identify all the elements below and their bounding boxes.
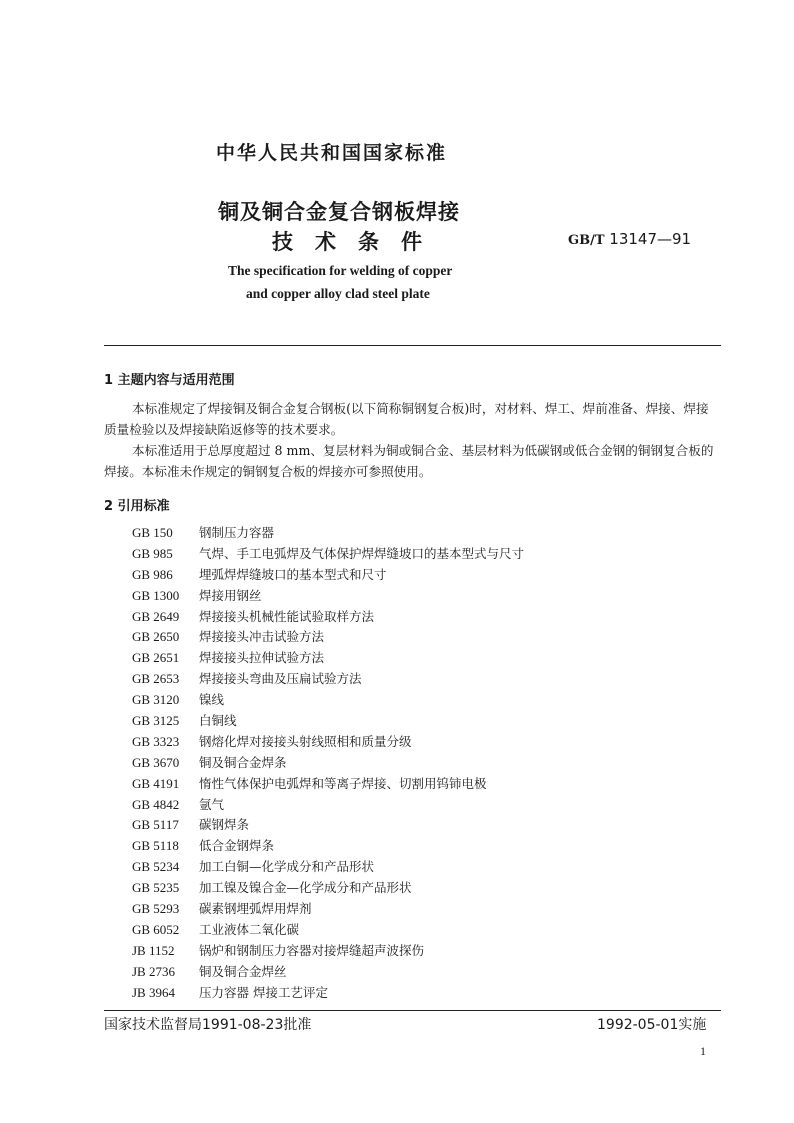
english-title-line2: and copper alloy clad steel plate <box>246 286 430 301</box>
ref-title: 加工镍及镍合金—化学成分和产品形状 <box>199 880 412 896</box>
list-item <box>132 606 524 627</box>
ref-title: 焊接接头冲击试验方法 <box>199 629 325 645</box>
ref-title: 惰性气体保护电弧焊和等离子焊接、切割用钨铈电极 <box>199 775 487 791</box>
referenced-standards-list <box>132 522 524 1002</box>
list-item <box>132 835 524 856</box>
ref-code: JB 1152 <box>132 942 175 958</box>
ref-title: 钢熔化焊对接接头射线照相和质量分级 <box>199 733 412 749</box>
list-item <box>132 710 524 731</box>
ref-code: GB 4842 <box>132 796 180 812</box>
section-1-paragraph-2: 本标准适用于总厚度超过 8 mm、复层材料为铜或铜合金、基层材料为低碳钢或低合金钢的铜钢复合板的焊接。本标准未作规定的铜钢复合板的焊接亦可参照使用。 <box>104 443 714 479</box>
list-item <box>132 543 524 564</box>
ref-code: GB 3670 <box>132 754 180 770</box>
section-1-heading: 1 主题内容与适用范围 <box>104 373 235 388</box>
list-item <box>132 522 524 543</box>
list-item <box>132 585 524 606</box>
standard-code <box>568 230 691 248</box>
approval-date: 国家技术监督局1991-08-23批准 <box>104 1017 312 1033</box>
ref-code: GB 5118 <box>132 838 179 854</box>
list-item <box>132 961 524 982</box>
list-item <box>132 647 524 668</box>
ref-code: GB 5234 <box>132 859 180 875</box>
standard-code-prefix: GB/T <box>568 233 605 248</box>
list-item <box>132 731 524 752</box>
ref-title: 白铜线 <box>199 713 237 729</box>
list-item <box>132 919 524 940</box>
list-item <box>132 814 524 835</box>
list-item <box>132 898 524 919</box>
page-number: 1 <box>700 1044 706 1058</box>
list-item <box>132 856 524 877</box>
list-item <box>132 794 524 815</box>
ref-title: 氩气 <box>199 796 225 812</box>
ref-code: GB 5235 <box>132 880 180 896</box>
english-title-line1: The specification for welding of copper <box>228 263 453 278</box>
ref-title: 钢制压力容器 <box>199 525 275 540</box>
ref-code: GB 2650 <box>132 629 180 645</box>
section-2-heading: 2 引用标准 <box>104 499 170 514</box>
ref-code: JB 2736 <box>132 963 175 979</box>
list-item <box>132 626 524 647</box>
ref-code: GB 2651 <box>132 650 180 666</box>
list-item <box>132 982 524 1003</box>
ref-code: GB 985 <box>132 545 173 561</box>
issuing-body-title: 中华人民共和国国家标准 <box>216 142 448 164</box>
ref-title: 铜及铜合金焊丝 <box>199 963 287 979</box>
standard-title-line2: 技术条件 <box>272 230 444 254</box>
list-item <box>132 940 524 961</box>
ref-code: GB 2649 <box>132 608 180 624</box>
header-divider <box>104 345 721 346</box>
ref-code: GB 150 <box>132 525 173 540</box>
ref-title: 压力容器 焊接工艺评定 <box>199 984 328 1000</box>
ref-title: 气焊、手工电弧焊及气体保护焊焊缝坡口的基本型式与尺寸 <box>199 545 525 561</box>
ref-title: 埋弧焊焊缝坡口的基本型式和尺寸 <box>199 566 387 582</box>
ref-title: 碳素钢埋弧焊用焊剂 <box>199 901 312 917</box>
list-item <box>132 668 524 689</box>
ref-code: JB 3964 <box>132 984 175 1000</box>
ref-title: 焊接接头拉伸试验方法 <box>199 650 325 666</box>
ref-title: 镍线 <box>199 692 225 708</box>
ref-code: GB 6052 <box>132 921 180 937</box>
ref-title: 铜及铜合金焊条 <box>199 754 287 770</box>
list-item <box>132 752 524 773</box>
list-item <box>132 877 524 898</box>
ref-title: 加工白铜—化学成分和产品形状 <box>199 859 375 875</box>
ref-title: 焊接接头弯曲及压扁试验方法 <box>199 671 362 687</box>
ref-title: 焊接接头机械性能试验取样方法 <box>199 608 375 624</box>
effective-date: 1992-05-01实施 <box>597 1017 707 1033</box>
ref-code: GB 4191 <box>132 775 180 791</box>
ref-code: GB 5293 <box>132 901 180 917</box>
standard-title-line1: 铜及铜合金复合钢板焊接 <box>218 200 460 224</box>
list-item <box>132 773 524 794</box>
ref-code: GB 3125 <box>132 713 180 729</box>
ref-title: 碳钢焊条 <box>199 817 250 833</box>
ref-title: 锅炉和钢制压力容器对接焊缝超声波探伤 <box>199 942 425 958</box>
standard-code-number: 13147—91 <box>609 230 692 248</box>
footer-divider <box>104 1010 721 1011</box>
ref-code: GB 3120 <box>132 692 180 708</box>
ref-code: GB 3323 <box>132 733 180 749</box>
ref-code: GB 986 <box>132 566 173 582</box>
ref-code: GB 2653 <box>132 671 180 687</box>
list-item <box>132 689 524 710</box>
section-1-paragraph-1: 本标准规定了焊接铜及铜合金复合钢板(以下简称铜钢复合板)时，对材料、焊工、焊前准备、焊接、焊接质量检验以及焊接缺陷返修等的技术要求。 <box>104 401 709 437</box>
ref-code: GB 1300 <box>132 587 180 603</box>
ref-title: 工业液体二氧化碳 <box>199 921 300 937</box>
list-item <box>132 564 524 585</box>
ref-title: 低合金钢焊条 <box>199 838 275 854</box>
ref-code: GB 5117 <box>132 817 179 833</box>
ref-title: 焊接用钢丝 <box>199 587 262 603</box>
